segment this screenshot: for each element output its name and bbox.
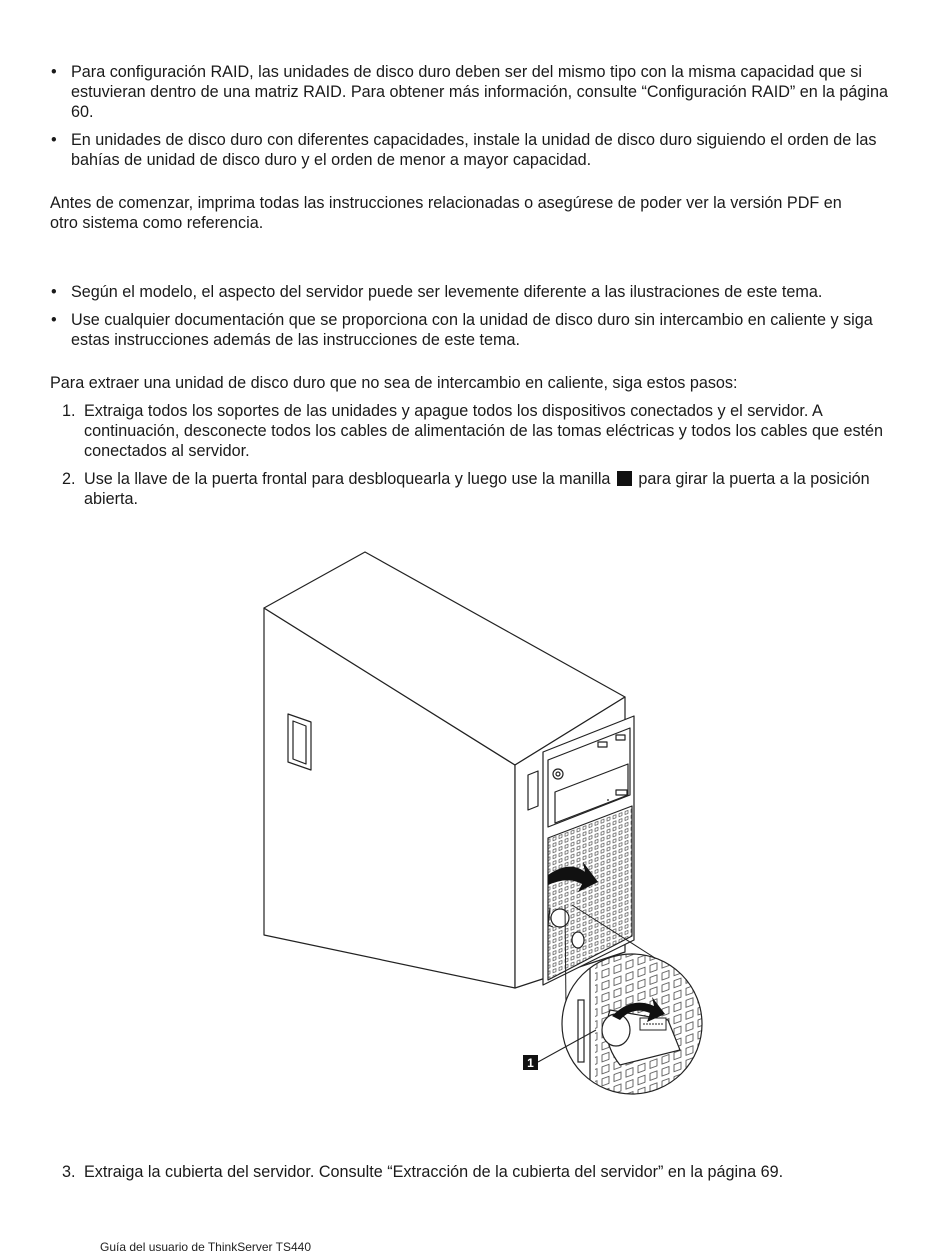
bullet-marker: • (51, 63, 57, 81)
step-3 (62, 1162, 914, 1182)
step-1-text: Extraiga todos los soportes de las unidades y apague todos los dispositivos conectados y el servidor. A continuación, desconecte todos los cables de alimentación de las tomas eléctricas y todos los cables que estén conectados al servidor. (84, 402, 884, 460)
before-start-paragraph: Antes de comenzar, imprima todas las instrucciones relacionadas o asegúrese de poder ver la versión PDF en otro sistema como referencia. (50, 194, 842, 232)
callout-label: 1 (527, 1056, 534, 1070)
step-2-text-after: para girar la puerta a la posición abierta. (84, 470, 870, 508)
bullet-marker: • (51, 311, 57, 329)
bullet-marker: • (51, 131, 57, 149)
step-number: 3. (62, 1163, 76, 1181)
zoom-detail-circle (560, 950, 710, 1100)
bullet-capacities-text: En unidades de disco duro con diferentes capacidades, instale la unidad de disco duro siguiendo el orden de las bahías de unidad de disco duro y el orden de menor a mayor capacidad. (71, 131, 877, 169)
step-3-text: Extraiga la cubierta del servidor. Consulte “Extracción de la cubierta del servidor” en la página 69. (84, 1163, 784, 1181)
step-number: 2. (62, 470, 76, 488)
step-number: 1. (62, 402, 76, 420)
procedure-intro: Para extraer una unidad de disco duro que no sea de intercambio en caliente, siga estos pasos: (50, 374, 738, 392)
page-footer: Guía del usuario de ThinkServer TS440 (100, 1240, 312, 1254)
bullet-documentation-text: Use cualquier documentación que se proporciona con la unidad de disco duro sin intercambio en caliente y siga estas instrucciones además de las instrucciones de este tema. (71, 311, 873, 349)
bullet-marker: • (51, 283, 57, 301)
step-2-text-before: Use la llave de la puerta frontal para desbloquearla y luego use la manilla (84, 470, 611, 488)
bullet-appearance-text: Según el modelo, el aspecto del servidor puede ser levemente diferente a las ilustraciones de este tema. (71, 283, 823, 301)
bullet-raid-text: Para configuración RAID, las unidades de disco duro deben ser del mismo tipo con la misma capacidad que si estuvieran dentro de una matriz RAID. Para obtener más información, consulte “Configuración RAID” en la página 60. (71, 63, 888, 121)
door-lock-icon (551, 909, 569, 927)
